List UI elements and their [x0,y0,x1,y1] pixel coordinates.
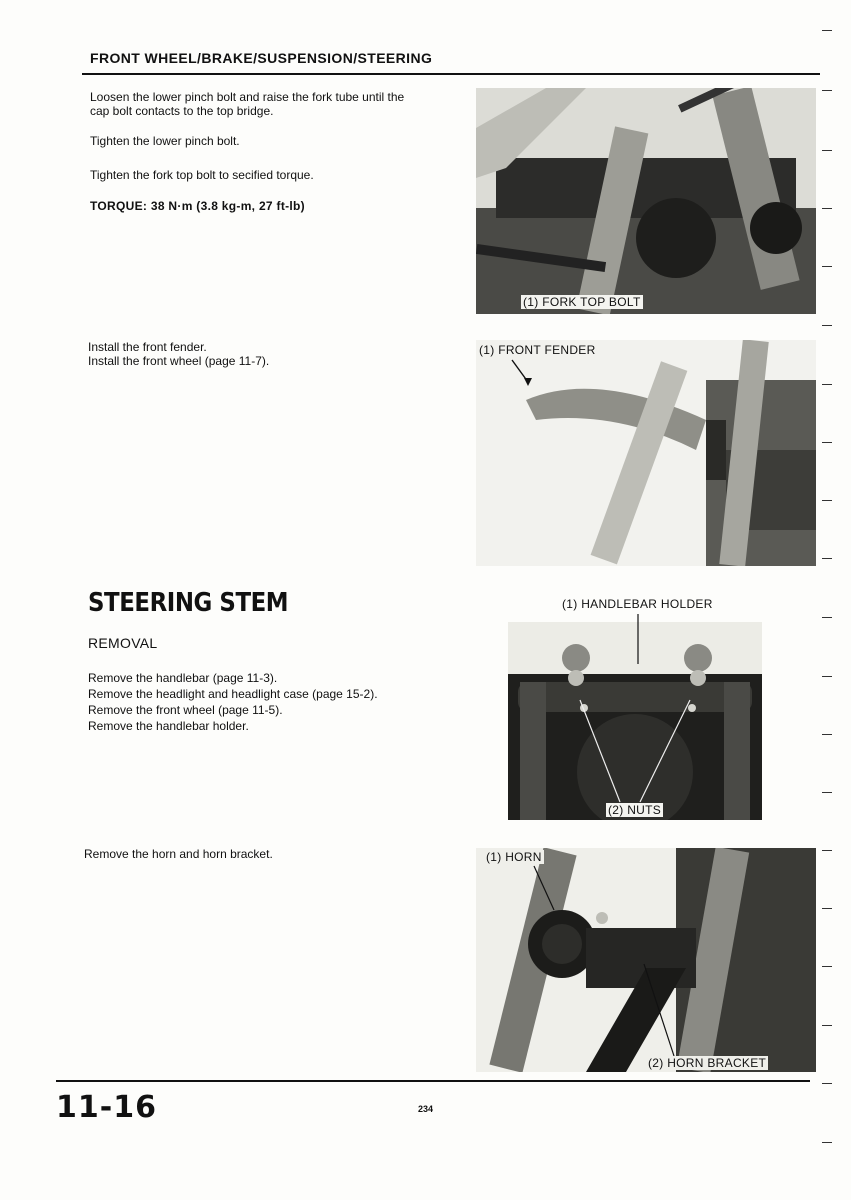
header-rule [82,73,820,75]
pointer-arrow-icon [508,358,534,388]
pointer-line-icon [640,960,680,1060]
pointer-line-icon [530,864,560,914]
instruction-line: Install the front wheel (page 11-7). [88,354,270,368]
figure-label: (1) HANDLEBAR HOLDER [562,597,713,611]
torque-spec: TORQUE: 38 N·m (3.8 kg-m, 27 ft-lb) [90,199,305,213]
figure-label: (2) HORN BRACKET [648,1056,767,1070]
figure-label: (1) FRONT FENDER [479,343,596,357]
instruction-line: Remove the handlebar (page 11-3). [88,671,278,685]
footer-rule [56,1080,810,1082]
figure-label: (1) HORN [486,850,542,864]
instruction-line: Remove the handlebar holder. [88,719,249,733]
instruction-line: Tighten the fork top bolt to secified torque. [90,168,314,182]
instruction-line: Loosen the lower pinch bolt and raise the fork tube until the [90,90,405,104]
instruction-line: Install the front fender. [88,340,207,354]
section-subtitle: REMOVAL [88,635,158,651]
figure-label: (2) NUTS [608,803,662,817]
instruction-line: Remove the horn and horn bracket. [84,847,273,861]
nuts-leader-lines-icon [570,690,700,810]
folio-number: 234 [418,1104,434,1114]
fork-top-bolt-photo [476,88,816,314]
figure-label: (1) FORK TOP BOLT [523,295,641,309]
section-title: STEERING STEM [88,588,289,618]
instruction-line: cap bolt contacts to the top bridge. [90,104,274,118]
instruction-line: Remove the headlight and headlight case (page 15-2). [88,687,378,701]
page-header-title: FRONT WHEEL/BRAKE/SUSPENSION/STEERING [90,50,433,66]
page-number: 11-16 [56,1090,157,1125]
instruction-line: Tighten the lower pinch bolt. [90,134,240,148]
instruction-line: Remove the front wheel (page 11-5). [88,703,283,717]
pointer-line-icon [628,612,648,670]
